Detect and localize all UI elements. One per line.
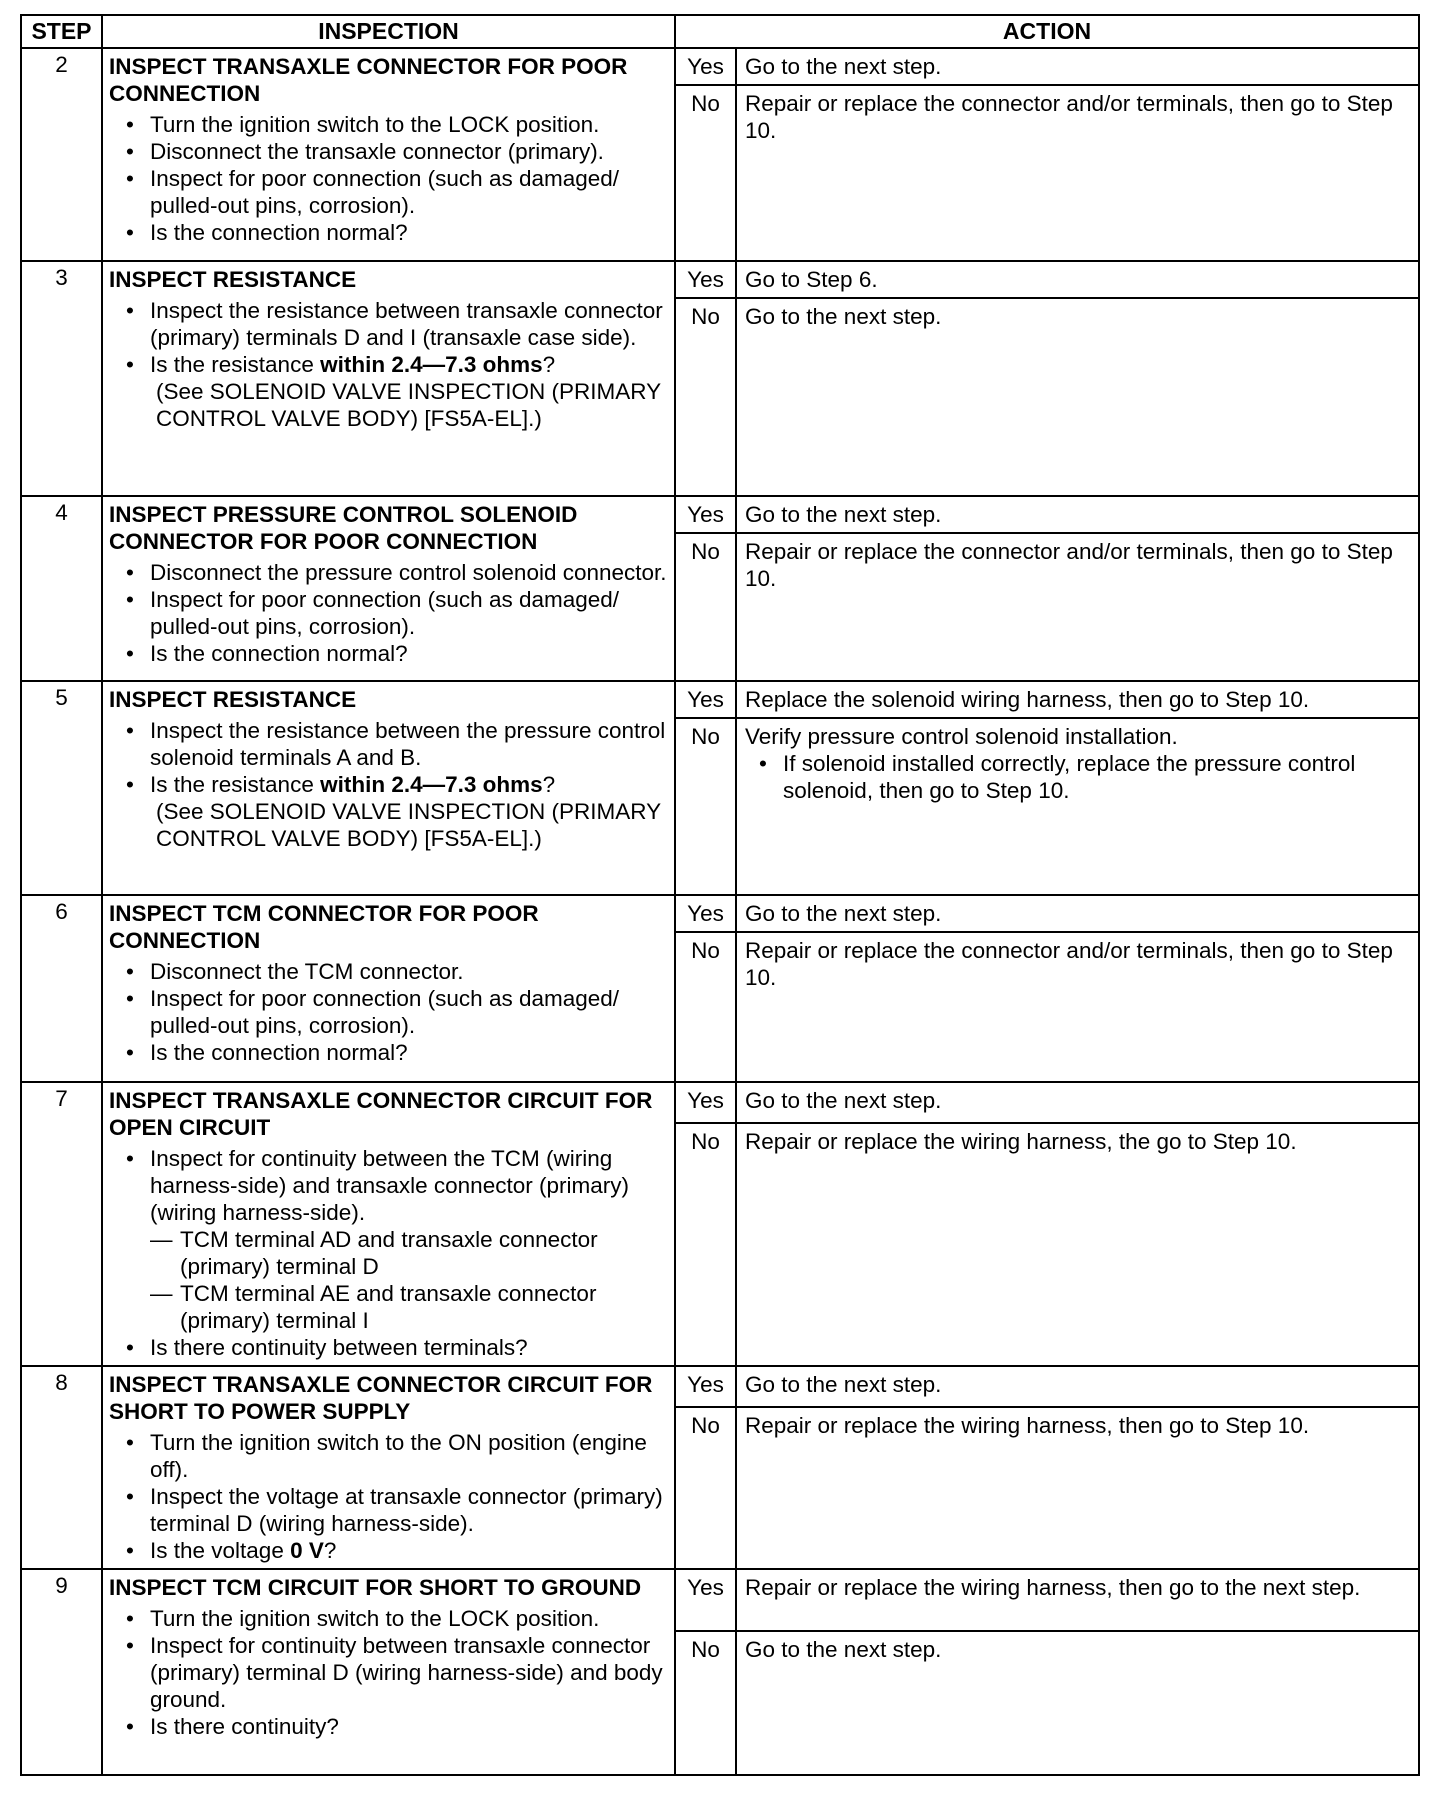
no-label: No	[675, 533, 736, 681]
list-item: — TCM terminal AE and transaxle connector (primary) terminal I	[180, 1280, 668, 1334]
list-item: • Turn the ignition switch to the LOCK position.	[150, 1605, 668, 1632]
step-number: 3	[21, 261, 102, 496]
list-item: • Inspect the resistance between transaxle connector (primary) terminals D and I (transaxle case side).	[150, 297, 668, 351]
list-item: • Is there continuity between terminals?	[150, 1334, 668, 1361]
list-item: • Is the connection normal?	[150, 219, 668, 246]
list-item	[150, 771, 668, 852]
yes-action: Replace the solenoid wiring harness, then go to Step 10.	[736, 681, 1419, 718]
inspection-bullets	[109, 1605, 668, 1740]
inspection-cell	[102, 261, 675, 496]
yes-action: Repair or replace the wiring harness, then go to the next step.	[736, 1569, 1419, 1631]
table-row	[21, 1569, 1419, 1631]
action-bullets	[745, 750, 1410, 804]
table-header-row	[21, 15, 1419, 48]
inspection-cell	[102, 1569, 675, 1775]
step-number: 4	[21, 496, 102, 681]
no-action-cell	[736, 718, 1419, 895]
table-row	[21, 1366, 1419, 1407]
inspection-title: INSPECT RESISTANCE	[109, 267, 357, 292]
no-label: No	[675, 85, 736, 261]
inspection-cell	[102, 681, 675, 895]
list-item: • Disconnect the transaxle connector (primary).	[150, 138, 668, 165]
no-action: Repair or replace the wiring harness, then go to Step 10.	[736, 1407, 1419, 1569]
step-number: 9	[21, 1569, 102, 1775]
inspection-bullets	[109, 717, 668, 852]
inspection-cell	[102, 48, 675, 261]
header-inspection: INSPECTION	[102, 15, 675, 48]
inspection-bullets	[109, 1429, 668, 1564]
question-text: Is the resistance	[150, 352, 321, 377]
table-row	[21, 48, 1419, 85]
list-item: • Inspect for poor connection (such as damaged/ pulled-out pins, corrosion).	[150, 586, 668, 640]
question-spec: 0 V	[290, 1538, 324, 1563]
no-label: No	[675, 1123, 736, 1366]
inspection-title: INSPECT PRESSURE CONTROL SOLENOID CONNECTOR FOR POOR CONNECTION	[109, 502, 578, 554]
table-row	[21, 895, 1419, 932]
no-label: No	[675, 298, 736, 496]
inspection-cell	[102, 895, 675, 1082]
inspection-title: INSPECT TRANSAXLE CONNECTOR FOR POOR CONNECTION	[109, 54, 628, 106]
reference-note: (See SOLENOID VALVE INSPECTION (PRIMARY CONTROL VALVE BODY) [FS5A-EL].)	[156, 799, 661, 851]
inspection-bullets	[109, 1145, 668, 1361]
list-item: • Is the connection normal?	[150, 640, 668, 667]
yes-label: Yes	[675, 681, 736, 718]
header-step: STEP	[21, 15, 102, 48]
question-text: Is the resistance	[150, 772, 321, 797]
step-number: 5	[21, 681, 102, 895]
no-action: Repair or replace the wiring harness, the go to Step 10.	[736, 1123, 1419, 1366]
list-item: • Inspect for poor connection (such as damaged/ pulled-out pins, corrosion).	[150, 165, 668, 219]
inspection-bullets	[109, 111, 668, 246]
list-item: • Turn the ignition switch to the ON position (engine off).	[150, 1429, 668, 1483]
list-item: • Disconnect the pressure control solenoid connector.	[150, 559, 668, 586]
step-number: 7	[21, 1082, 102, 1366]
no-action: Go to the next step.	[736, 1631, 1419, 1775]
yes-label: Yes	[675, 1082, 736, 1123]
list-item: • Inspect the voltage at transaxle connector (primary) terminal D (wiring harness-side).	[150, 1483, 668, 1537]
reference-note: (See SOLENOID VALVE INSPECTION (PRIMARY CONTROL VALVE BODY) [FS5A-EL].)	[156, 379, 661, 431]
question-mark: ?	[542, 772, 556, 797]
yes-action: Go to the next step.	[736, 1082, 1419, 1123]
yes-label: Yes	[675, 48, 736, 85]
no-action: Verify pressure control solenoid installation.	[745, 724, 1178, 749]
list-item: • If solenoid installed correctly, replace the pressure control solenoid, then go to Step 10.	[783, 750, 1410, 804]
no-action: Repair or replace the connector and/or terminals, then go to Step 10.	[736, 533, 1419, 681]
list-item	[150, 351, 668, 432]
yes-label: Yes	[675, 1569, 736, 1631]
yes-action: Go to the next step.	[736, 496, 1419, 533]
list-item: • Inspect the resistance between the pressure control solenoid terminals A and B.	[150, 717, 668, 771]
no-label: No	[675, 718, 736, 895]
yes-label: Yes	[675, 1366, 736, 1407]
list-item	[150, 1537, 668, 1564]
header-action: ACTION	[675, 15, 1419, 48]
question-spec: within 2.4—7.3 ohms	[320, 352, 543, 377]
table-row	[21, 681, 1419, 718]
table-row	[21, 1082, 1419, 1123]
inspection-bullets	[109, 297, 668, 432]
yes-label: Yes	[675, 895, 736, 932]
inspection-cell	[102, 496, 675, 681]
inspection-title: INSPECT TCM CIRCUIT FOR SHORT TO GROUND	[109, 1575, 642, 1600]
table-row	[21, 496, 1419, 533]
list-item: — TCM terminal AD and transaxle connector (primary) terminal D	[180, 1226, 668, 1280]
no-action: Go to the next step.	[736, 298, 1419, 496]
yes-label: Yes	[675, 496, 736, 533]
list-item: • Turn the ignition switch to the LOCK position.	[150, 111, 668, 138]
inspection-title: INSPECT TRANSAXLE CONNECTOR CIRCUIT FOR OPEN CIRCUIT	[109, 1088, 653, 1140]
list-item: • Is there continuity?	[150, 1713, 668, 1740]
list-item-text: Inspect for continuity between the TCM (wiring harness-side) and transaxle connector (primary) (wiring harness-side).	[150, 1146, 629, 1225]
list-item: • Inspect for continuity between transaxle connector (primary) terminal D (wiring harness-side) and body ground.	[150, 1632, 668, 1713]
step-number: 6	[21, 895, 102, 1082]
inspection-bullets	[109, 559, 668, 667]
inspection-cell	[102, 1082, 675, 1366]
yes-action: Go to the next step.	[736, 1366, 1419, 1407]
list-item: • Inspect for poor connection (such as damaged/ pulled-out pins, corrosion).	[150, 985, 668, 1039]
no-action: Repair or replace the connector and/or terminals, then go to Step 10.	[736, 85, 1419, 261]
diagnostic-procedure-page	[20, 14, 1418, 1776]
question-mark: ?	[323, 1538, 337, 1563]
inspection-title: INSPECT RESISTANCE	[109, 687, 357, 712]
yes-action: Go to Step 6.	[736, 261, 1419, 298]
inspection-title: INSPECT TRANSAXLE CONNECTOR CIRCUIT FOR SHORT TO POWER SUPPLY	[109, 1372, 653, 1424]
list-item: • Is the connection normal?	[150, 1039, 668, 1066]
inspection-cell	[102, 1366, 675, 1569]
question-spec: within 2.4—7.3 ohms	[320, 772, 543, 797]
no-label: No	[675, 1631, 736, 1775]
step-number: 2	[21, 48, 102, 261]
inspection-title: INSPECT TCM CONNECTOR FOR POOR CONNECTION	[109, 901, 539, 953]
terminal-pairs	[150, 1226, 668, 1334]
yes-label: Yes	[675, 261, 736, 298]
inspection-bullets	[109, 958, 668, 1066]
no-label: No	[675, 932, 736, 1082]
yes-action: Go to the next step.	[736, 895, 1419, 932]
list-item	[150, 1145, 668, 1334]
question-mark: ?	[542, 352, 556, 377]
question-text: Is the voltage	[150, 1538, 291, 1563]
no-label: No	[675, 1407, 736, 1569]
list-item: • Disconnect the TCM connector.	[150, 958, 668, 985]
diagnostic-table	[20, 14, 1420, 1776]
yes-action: Go to the next step.	[736, 48, 1419, 85]
no-action: Repair or replace the connector and/or terminals, then go to Step 10.	[736, 932, 1419, 1082]
step-number: 8	[21, 1366, 102, 1569]
table-row	[21, 261, 1419, 298]
